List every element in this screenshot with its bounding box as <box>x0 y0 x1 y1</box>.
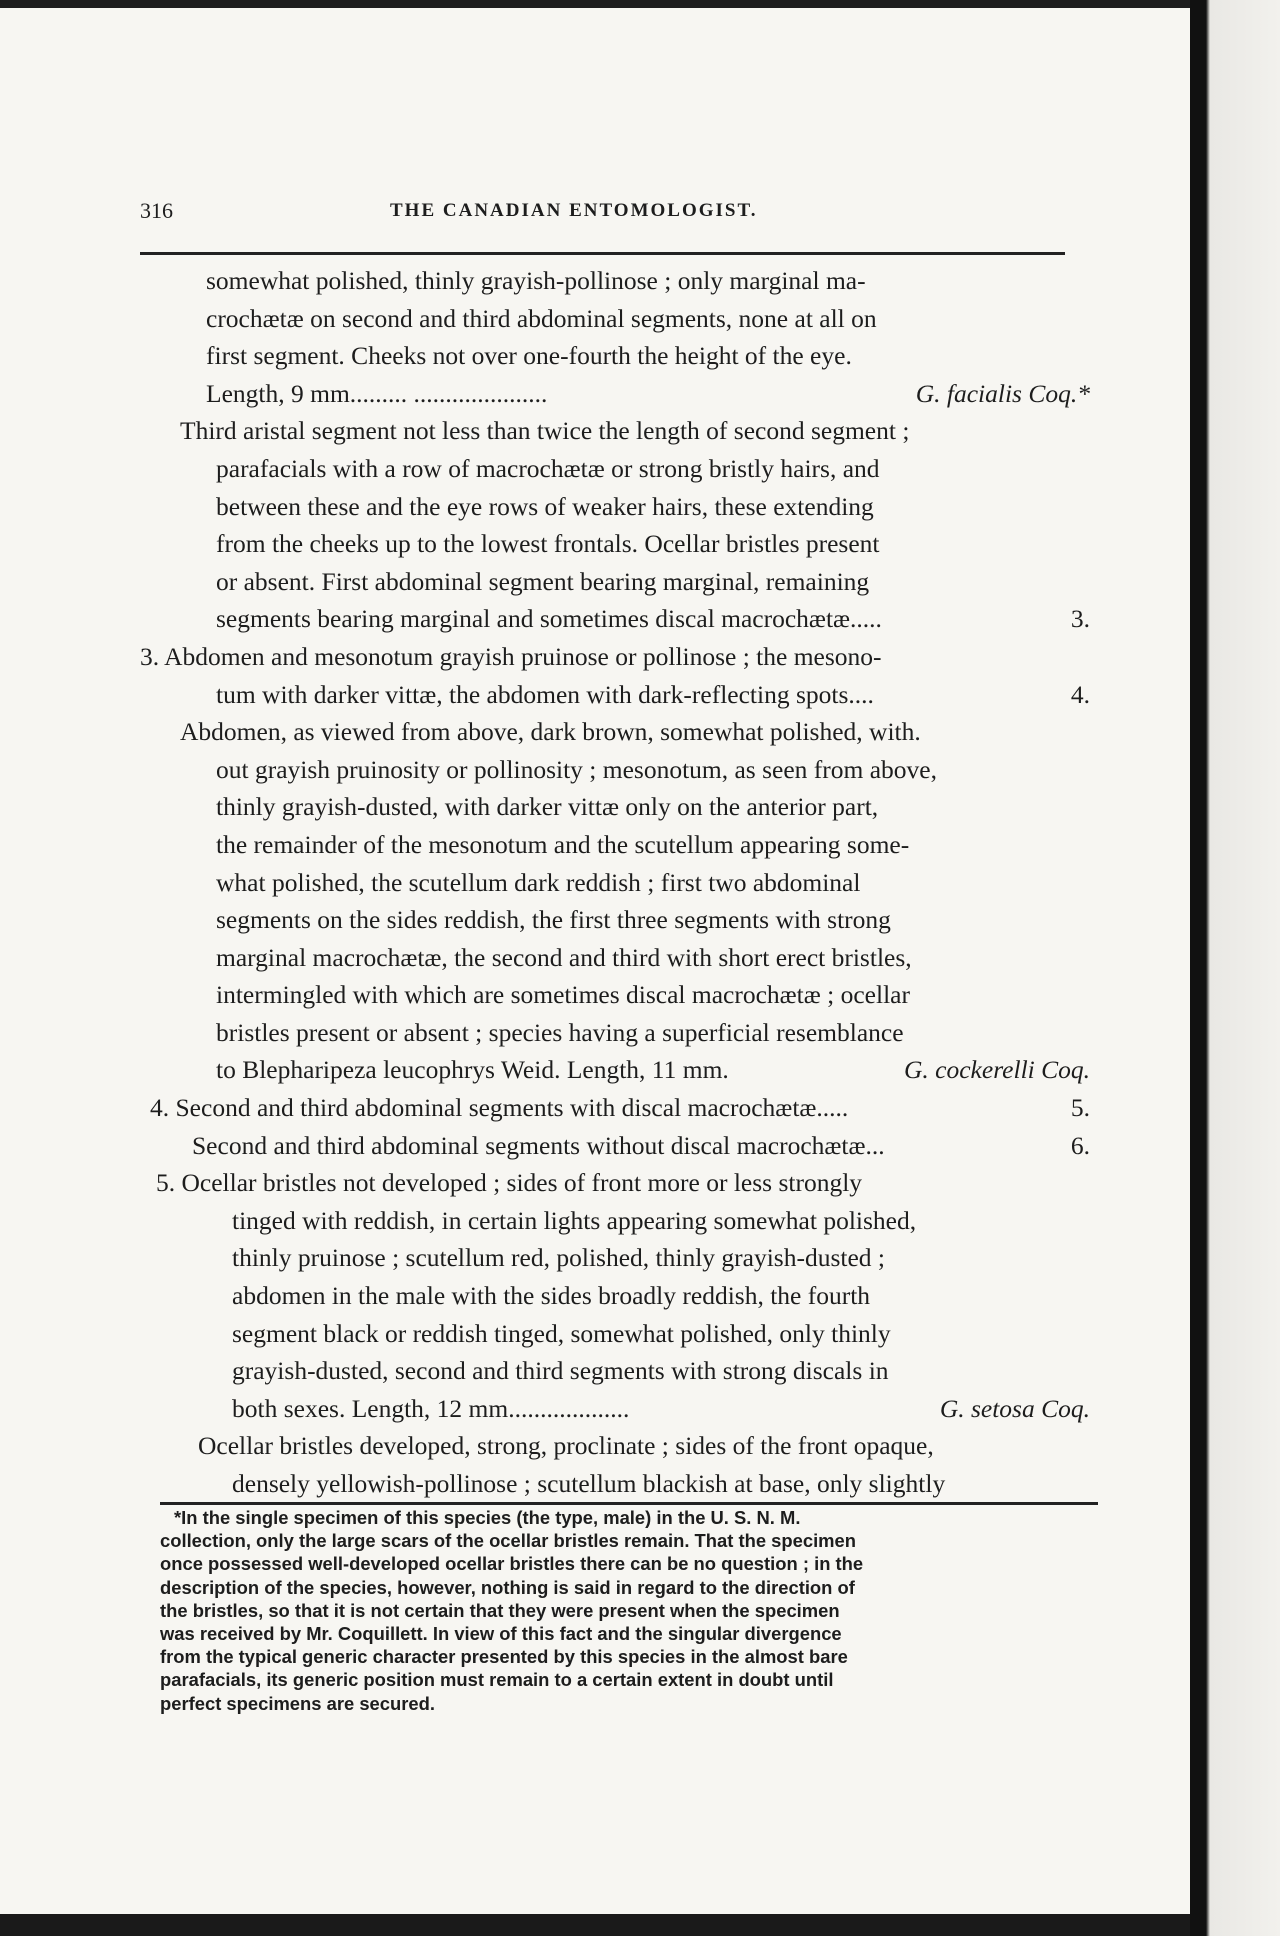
scan-bottom-edge <box>0 1914 1190 1936</box>
leader-text: tum with darker vittæ, the abdomen with dark-reflecting spots.... <box>216 679 874 709</box>
key-line-with-leader <box>140 600 1090 638</box>
couplet-ref: 3. <box>1070 604 1090 634</box>
text-line: or absent. First abdominal segment bearing marginal, remaining <box>216 566 870 596</box>
key-line-with-leader <box>140 375 1090 413</box>
footnote-rule <box>160 1502 1098 1505</box>
text-line: densely yellowish-pollinose ; scutellum blackish at base, only slightly <box>232 1469 946 1498</box>
footnote-line: *In the single specimen of this species (the type, male) in the U. S. N. M. <box>174 1507 801 1528</box>
couplet-ref: 4. <box>1070 679 1090 709</box>
text-line: the remainder of the mesonotum and the scutellum appearing some- <box>216 829 910 859</box>
page-number: 316 <box>140 198 173 223</box>
key-line-with-leader <box>140 1390 1090 1428</box>
footnote-line: collection, only the large scars of the ocellar bristles remain. That the specimen <box>160 1530 856 1552</box>
footnote-line: was received by Mr. Coquillett. In view of this fact and the singular divergence <box>160 1622 842 1644</box>
key-line-with-leader <box>140 676 1090 714</box>
text-line: thinly pruinose ; scutellum red, polished, thinly grayish-dusted ; <box>232 1243 886 1273</box>
text-line: what polished, the scutellum dark reddish ; first two abdominal <box>216 867 861 897</box>
footnote <box>160 1506 1100 1715</box>
text-line: from the cheeks up to the lowest frontals. Ocellar bristles present <box>216 529 880 559</box>
text-line: 3. Abdomen and mesonotum grayish pruinose or pollinose ; the mesono- <box>140 641 882 671</box>
footnote-line: parafacials, its generic position must remain to a certain extent in doubt until <box>160 1669 834 1691</box>
species-name: G. setosa Coq. <box>939 1393 1090 1423</box>
text-line: bristles present or absent ; species having a superficial resemblance <box>216 1017 904 1047</box>
header-rule <box>140 252 1065 255</box>
leader-text: Length, 9 mm......... ..................... <box>206 378 548 408</box>
leader-text: Second and third abdominal segments without discal macrochætæ... <box>192 1130 885 1160</box>
footnote-line: the bristles, so that it is not certain that they were present when the specimen <box>160 1599 840 1621</box>
leader-text: both sexes. Length, 12 mm................... <box>232 1393 630 1423</box>
key-line-with-leader <box>140 1089 1090 1127</box>
running-head: THE CANADIAN ENTOMOLOGIST. <box>390 200 758 221</box>
species-name: G. facialis Coq.* <box>915 378 1090 408</box>
text-line: between these and the eye rows of weaker hairs, these extending <box>216 491 874 521</box>
text-line: somewhat polished, thinly grayish-pollinose ; only marginal ma- <box>206 266 866 295</box>
text-line: tinged with reddish, in certain lights appearing somewhat polished, <box>232 1205 917 1235</box>
text-line: 5. Ocellar bristles not developed ; sides of front more or less strongly <box>156 1168 863 1198</box>
footnote-line: from the typical generic character presented by this species in the almost bare <box>160 1646 848 1668</box>
leader-text: 4. Second and third abdominal segments with discal macrochætæ..... <box>150 1093 849 1123</box>
leader-text: segments bearing marginal and sometimes discal macrochætæ..... <box>216 604 882 634</box>
text-line: grayish-dusted, second and third segments with strong discals in <box>232 1356 889 1386</box>
footnote-line: description of the species, however, nothing is said in regard to the direction of <box>160 1576 855 1598</box>
text-line: Ocellar bristles developed, strong, proclinate ; sides of the front opaque, <box>198 1431 934 1461</box>
couplet-ref: 6. <box>1070 1130 1090 1160</box>
text-line: segments on the sides reddish, the first three segments with strong <box>216 905 891 935</box>
page-header <box>140 198 1070 238</box>
leader-text: to Blepharipeza leucophrys Weid. Length, 11 mm. <box>216 1055 729 1085</box>
key-line-with-leader <box>140 1127 1090 1165</box>
footnote-line: once possessed well-developed ocellar bristles there can be no question ; in the <box>160 1553 864 1575</box>
text-line: parafacials with a row of macrochætæ or strong bristly hairs, and <box>216 453 880 483</box>
text-line: intermingled with which are sometimes discal macrochætæ ; ocellar <box>216 980 910 1010</box>
text-line: abdomen in the male with the sides broadly reddish, the fourth <box>232 1281 871 1311</box>
text-line: thinly grayish-dusted, with darker vittæ only on the anterior part, <box>216 792 879 822</box>
text-line: marginal macrochætæ, the second and third with short erect bristles, <box>216 942 912 972</box>
text-line: Third aristal segment not less than twice the length of second segment ; <box>180 416 910 446</box>
key-line-with-leader <box>140 1051 1090 1089</box>
text-line: Abdomen, as viewed from above, dark brown, somewhat polished, with. <box>180 717 921 747</box>
text-line: segment black or reddish tinged, somewhat polished, only thinly <box>232 1318 891 1348</box>
key-text <box>140 262 1090 1503</box>
couplet-ref: 5. <box>1070 1093 1090 1123</box>
text-line: out grayish pruinosity or pollinosity ; mesonotum, as seen from above, <box>216 754 937 784</box>
scan-top-edge <box>0 0 1190 8</box>
text-line: first segment. Cheeks not over one-fourth the height of the eye. <box>206 341 852 371</box>
footnote-line: perfect specimens are secured. <box>160 1692 435 1714</box>
species-name: G. cockerelli Coq. <box>904 1055 1090 1085</box>
text-line: crochætæ on second and third abdominal segments, none at all on <box>206 303 877 333</box>
book-spine <box>1190 0 1280 1936</box>
